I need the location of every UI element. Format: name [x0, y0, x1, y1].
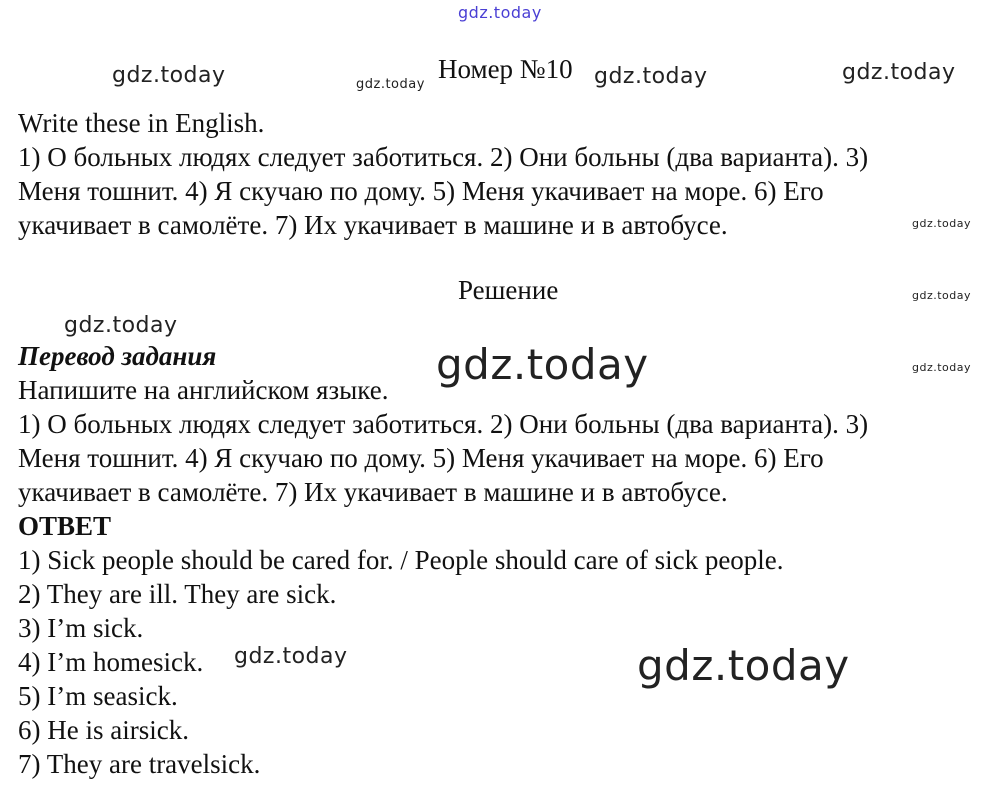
- translation-heading: Перевод задания: [18, 341, 217, 371]
- watermark-top: gdz.today: [458, 3, 542, 22]
- translation-line: укачивает в самолёте. 7) Их укачивает в машине и в автобусе.: [18, 477, 728, 507]
- translation-line: Меня тошнит. 4) Я скучаю по дому. 5) Меня укачивает на море. 6) Его: [18, 443, 824, 473]
- watermark: gdz.today: [234, 644, 348, 669]
- watermark: gdz.today: [112, 63, 226, 88]
- task-line: Меня тошнит. 4) Я скучаю по дому. 5) Меня укачивает на море. 6) Его: [18, 176, 824, 206]
- translation-line: 1) О больных людях следует заботиться. 2) Они больны (два варианта). 3): [18, 409, 869, 439]
- watermark: gdz.today: [912, 361, 972, 374]
- solution-heading: Решение: [458, 275, 559, 305]
- watermark: gdz.today: [64, 313, 178, 338]
- task-line: укачивает в самолёте. 7) Их укачивает в машине и в автобусе.: [18, 210, 728, 240]
- watermark: gdz.today: [842, 60, 956, 85]
- watermark: gdz.today: [637, 641, 850, 690]
- answer-item: 2) They are ill. They are sick.: [18, 579, 337, 609]
- watermark: gdz.today: [594, 64, 708, 89]
- watermark: gdz.today: [436, 340, 649, 389]
- task-instruction: Write these in English.: [18, 108, 265, 138]
- answer-item: 5) I’m seasick.: [18, 681, 178, 711]
- answer-item: 6) He is airsick.: [18, 715, 189, 745]
- watermark: gdz.today: [912, 217, 972, 230]
- answer-item: 3) I’m sick.: [18, 613, 144, 643]
- watermark: gdz.today: [912, 289, 972, 302]
- watermark: gdz.today: [356, 77, 425, 92]
- answer-heading: ОТВЕТ: [18, 511, 112, 541]
- answer-item: 4) I’m homesick.: [18, 647, 204, 677]
- task-line: 1) О больных людях следует заботиться. 2) Они больны (два варианта). 3): [18, 142, 869, 172]
- answer-item: 1) Sick people should be cared for. / People should care of sick people.: [18, 545, 784, 575]
- translation-instruction: Напишите на английском языке.: [18, 375, 389, 405]
- page-title: Номер №10: [438, 54, 573, 84]
- answer-item: 7) They are travelsick.: [18, 749, 261, 779]
